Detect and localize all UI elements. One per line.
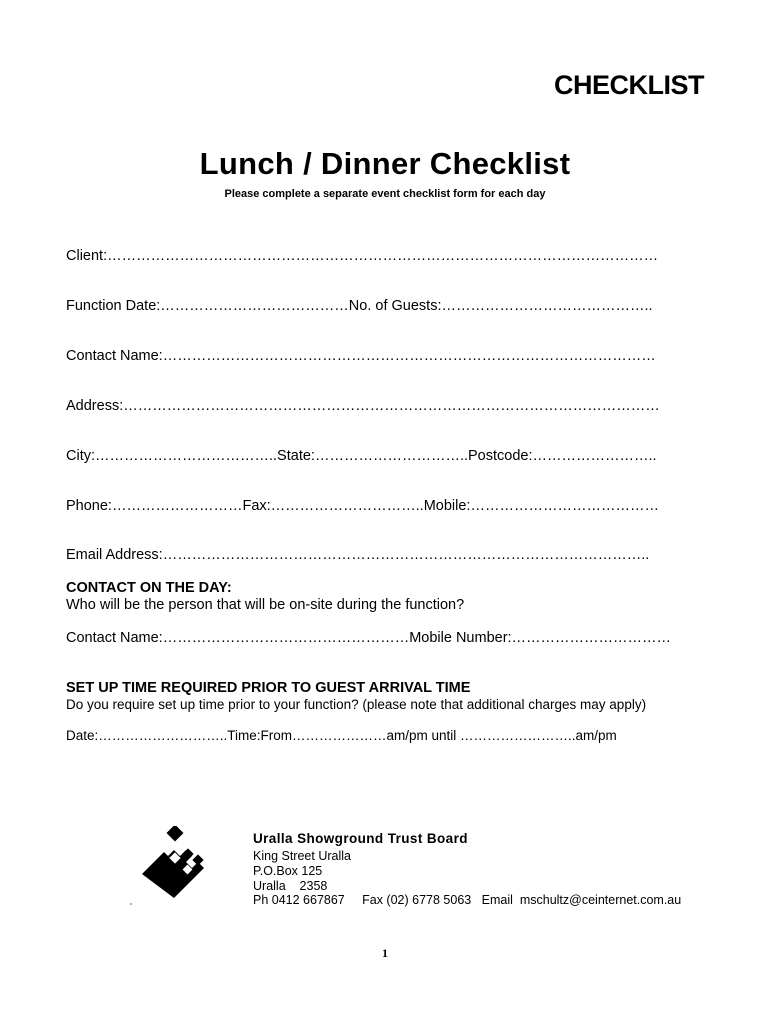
client-field[interactable]: Client:…………………………………………………………………………………………………… bbox=[66, 248, 659, 264]
diamond-logo-icon bbox=[138, 826, 210, 906]
phone-field[interactable]: Phone:………………………Fax:…………………………..Mobile:………………………………… bbox=[66, 498, 659, 514]
address-line-street: King Street Uralla bbox=[253, 849, 351, 863]
address-line-town: Uralla 2358 bbox=[253, 879, 328, 893]
contact-on-day-heading: CONTACT ON THE DAY: bbox=[66, 580, 232, 596]
function-date-field[interactable]: Function Date:…………………………………No. of Guests:…………………………………….. bbox=[66, 298, 653, 314]
contact-on-day-question: Who will be the person that will be on-site during the function? bbox=[66, 597, 465, 613]
organisation-name: Uralla Showground Trust Board bbox=[253, 831, 468, 846]
city-field[interactable]: City:………………………………..State:…………………………..Postcode:…………………….. bbox=[66, 448, 657, 464]
address-line-pobox: P.O.Box 125 bbox=[253, 864, 323, 878]
address-field[interactable]: Address:………………………………………………………………………………………………… bbox=[66, 398, 660, 414]
page-number: 1 bbox=[382, 946, 388, 960]
page-subtitle: Please complete a separate event checklist form for each day bbox=[224, 188, 546, 200]
onsite-contact-field[interactable]: Contact Name:……………………………………………Mobile Number:…………………………… bbox=[66, 630, 672, 646]
contact-details-line: Ph 0412 667867 Fax (02) 6778 5063 Email mschultz@ceinternet.com.au bbox=[253, 893, 682, 907]
header-title: CHECKLIST bbox=[554, 70, 704, 100]
setup-heading: SET UP TIME REQUIRED PRIOR TO GUEST ARRIVAL TIME bbox=[66, 680, 471, 696]
contact-name-field[interactable]: Contact Name:………………………………………………………………………………………… bbox=[66, 348, 656, 364]
setup-date-time-field[interactable]: Date:………………………..Time:From…………………am/pm until ……………………..am/pm bbox=[66, 728, 617, 743]
logo-dot bbox=[130, 903, 132, 905]
setup-question: Do you require set up time prior to your function? (please note that additional charges may apply) bbox=[66, 697, 647, 712]
page-title: Lunch / Dinner Checklist bbox=[199, 146, 571, 181]
email-field[interactable]: Email Address:……………………………………………………………………………………….. bbox=[66, 547, 650, 563]
